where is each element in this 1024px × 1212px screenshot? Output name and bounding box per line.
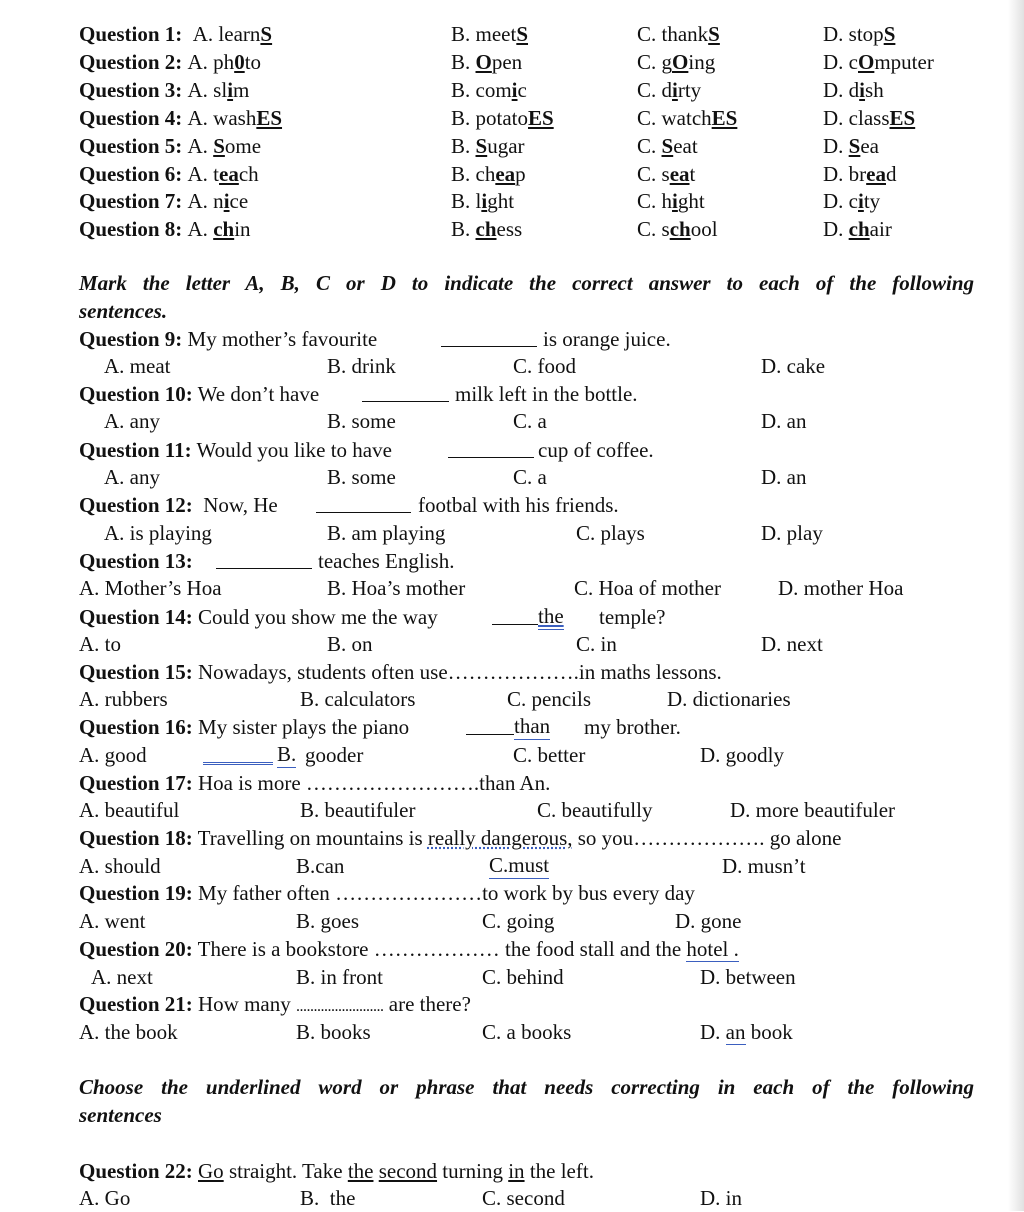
option-a: A. to <box>79 632 121 656</box>
option-d: D. an <box>761 465 807 489</box>
option-a: A. Some <box>187 133 262 158</box>
option-b-letter: B. <box>277 742 297 766</box>
pronunciation-question-8 <box>0 215 1024 243</box>
underlined-sound: i <box>227 77 234 102</box>
option-d: D. chair <box>823 217 892 242</box>
option-b: B. comic <box>451 77 527 102</box>
question-11: Question 11: Would you like to have cup of coffee. <box>79 438 654 462</box>
option-a: A. chin <box>187 217 251 242</box>
option-c: C.must <box>489 853 550 877</box>
underlined-sound: S <box>475 133 488 158</box>
option-d: D. cake <box>761 354 826 378</box>
question-10: Question 10: We don’t have milk left in the bottle. <box>79 382 638 406</box>
option-b: B. Hoa’s mother <box>327 576 466 600</box>
blue-underlined-word: the <box>538 604 564 628</box>
question-label: Question 8: <box>79 217 183 242</box>
underlined-sound: i <box>223 189 230 214</box>
option-a: A. meat <box>104 354 171 378</box>
option-a: A. Mother’s Hoa <box>79 576 222 600</box>
underlined-sound: i <box>481 189 488 214</box>
option-a: A. any <box>104 409 160 433</box>
option-b: B. Sugar <box>451 133 525 158</box>
question-label: Question 1: <box>79 22 183 46</box>
answer-blank <box>216 552 312 569</box>
hotel-word: hotel . <box>686 937 739 961</box>
option-c: C. Hoa of mother <box>574 576 721 600</box>
section-heading-mark-letter: Mark the letter A, B, C or D to indicate the correct answer to each of the following <box>79 271 974 295</box>
question-15-options <box>0 685 1024 713</box>
section-heading-mark-letter-cont: sentences. <box>79 299 168 323</box>
option-d: D. dictionaries <box>667 687 791 711</box>
option-d-article: an <box>725 1020 746 1044</box>
question-19: Question 19: My father often …………………to work by bus every day <box>79 881 695 905</box>
underlined-sound: ea <box>866 161 886 186</box>
option-b: B. Open <box>451 49 523 74</box>
option-a: A. is playing <box>104 521 212 545</box>
question-14-options <box>0 630 1024 658</box>
question-19-options <box>0 907 1024 935</box>
option-c: C. a books <box>482 1020 572 1044</box>
option-d: D. city <box>823 189 881 214</box>
answer-blank <box>466 718 514 735</box>
option-c: C. plays <box>576 521 645 545</box>
option-c: C. behind <box>482 965 564 989</box>
underlined-sound: S <box>708 22 720 46</box>
underlined-sound: i <box>672 189 678 214</box>
question-9 <box>0 325 1024 353</box>
answer-blank <box>441 330 537 347</box>
question-text: My mother’s favourite <box>187 327 378 351</box>
blue-double-line <box>203 741 273 765</box>
pronunciation-question-2 <box>0 48 1024 76</box>
option-c: C. pencils <box>507 687 591 711</box>
question-10-options <box>0 407 1024 435</box>
option-a: A. the book <box>79 1020 178 1044</box>
option-b: B. meetS <box>451 22 529 46</box>
option-b: B.can <box>296 854 345 878</box>
option-c: C. beautifully <box>537 798 653 822</box>
underlined-sound: S <box>848 133 861 158</box>
option-b: B. light <box>451 189 515 214</box>
option-b: B. calculators <box>300 687 416 711</box>
underlined-sound: i <box>672 77 678 102</box>
option-a: A. next <box>91 965 153 989</box>
underlined-sound: ch <box>475 217 497 242</box>
option-a: A. teach <box>187 161 259 186</box>
question-label: Question 9: <box>79 327 183 351</box>
option-b: B. books <box>296 1020 371 1044</box>
answer-blank <box>362 385 449 402</box>
underlined-sound: i <box>859 77 866 102</box>
underlined-sound: ES <box>528 105 554 130</box>
section-heading-correction: Choose the underlined word or phrase that needs correcting in each of the following <box>79 1075 974 1099</box>
underlined-sound: ea <box>669 161 690 186</box>
question-label: Question 6: <box>79 161 183 186</box>
option-c: C. second <box>482 1186 565 1210</box>
option-d: D. in <box>700 1186 742 1210</box>
pronunciation-question-4 <box>0 104 1024 132</box>
grammar-squiggle-text: really dangerous, <box>427 826 573 850</box>
option-d: D. more beautifuler <box>730 798 896 822</box>
pronunciation-question-7 <box>0 187 1024 215</box>
option-a: A. rubbers <box>79 687 168 711</box>
option-b: B. chess <box>451 217 523 242</box>
underlined-sound: i <box>511 77 518 102</box>
option-a: A. any <box>104 465 160 489</box>
option-b: B. cheap <box>451 161 526 186</box>
answer-blank <box>448 441 534 458</box>
option-d: D. dish <box>823 77 884 102</box>
option-b: B. on <box>327 632 373 656</box>
question-label: Question 7: <box>79 189 183 214</box>
question-12-options <box>0 519 1024 547</box>
underlined-sound: O <box>858 49 875 74</box>
underlined-sound: i <box>858 189 864 214</box>
option-d: D. cOmputer <box>823 49 934 74</box>
question-11-options <box>0 463 1024 491</box>
question-text: is orange juice. <box>543 327 671 351</box>
option-d: D. Sea <box>823 133 880 158</box>
question-22: Question 22: Go straight. Take the second turning in the left. <box>79 1159 594 1183</box>
option-a: A. beautiful <box>79 798 180 822</box>
option-b: B. the <box>300 1186 356 1210</box>
pronunciation-question-6 <box>0 160 1024 188</box>
option-a: A. good <box>79 743 147 767</box>
underlined-sound: ES <box>256 105 283 130</box>
underlined-sound: S <box>516 22 529 46</box>
option-d: D. next <box>761 632 823 656</box>
section-heading-correction-cont: sentences <box>79 1103 162 1127</box>
underlined-sound: O <box>475 49 492 74</box>
option-b: B. in front <box>296 965 383 989</box>
underlined-sound: ES <box>711 105 738 130</box>
option-c: C. food <box>513 354 576 378</box>
underlined-sound: S <box>260 22 273 46</box>
question-13: Question 13: teaches English. <box>79 549 455 573</box>
underlined-sound: ch <box>669 217 691 242</box>
option-d: D. between <box>700 965 796 989</box>
question-14: Question 14: Could you show me the way the temple? <box>79 604 666 629</box>
option-c: C. seat <box>637 161 696 186</box>
underlined-sound: ea <box>495 161 516 186</box>
question-15: Question 15: Nowadays, students often use……………….in maths lessons. <box>79 660 722 684</box>
question-label: Question 3: <box>79 77 183 102</box>
option-c: C. dirty <box>637 77 702 102</box>
underlined-sound: ea <box>219 161 239 186</box>
option-a: A. ph0to <box>187 49 262 74</box>
option-a: A. went <box>79 909 146 933</box>
option-d: D. play <box>761 521 823 545</box>
answer-blank <box>492 608 538 625</box>
option-d: D. mother Hoa <box>778 576 904 600</box>
underlined-sound: ch <box>213 217 235 242</box>
question-label: Question 5: <box>79 133 183 158</box>
option-c: C. gOing <box>637 49 716 74</box>
question-12: Question 12: Now, He footbal with his friends. <box>79 493 619 517</box>
option-c: C. a <box>513 409 547 433</box>
question-20-options <box>0 963 1024 991</box>
question-20: Question 20: There is a bookstore ……………… the food stall and the hotel . <box>79 937 739 961</box>
pronunciation-question-5 <box>0 132 1024 160</box>
question-17: Question 17: Hoa is more …………………….than An. <box>79 771 551 795</box>
pronunciation-question-3 <box>0 76 1024 104</box>
pronunciation-question-1 <box>0 20 1024 48</box>
option-a: A. slim <box>187 77 250 102</box>
option-b: B. some <box>327 409 396 433</box>
question-16: Question 16: My sister plays the piano than my brother. <box>79 714 681 739</box>
option-d: D. musn’t <box>722 854 806 878</box>
underlined-sound: S <box>661 133 674 158</box>
option-a: A. nice <box>187 189 249 214</box>
question-18: Question 18: Travelling on mountains is really dangerous, so you………………. go alone <box>79 826 842 850</box>
option-c: C. watchES <box>637 105 738 130</box>
option-a: A. washES <box>187 105 283 130</box>
question-21-options <box>0 1018 1024 1046</box>
option-b: B. drink <box>327 354 396 378</box>
option-c: C. thankS <box>637 22 720 46</box>
option-c: C. Seat <box>637 133 698 158</box>
option-a: A. should <box>79 854 161 878</box>
underlined-sound: ES <box>889 105 916 130</box>
question-13-options <box>0 574 1024 602</box>
underlined-sound: S <box>883 22 896 46</box>
question-22-options <box>0 1184 1024 1212</box>
option-b: B. beautifuler <box>300 798 416 822</box>
option-a: A. learnS <box>192 22 273 46</box>
answer-blank <box>316 496 411 513</box>
option-d-noun: book <box>750 1020 793 1044</box>
option-c: C. better <box>513 743 586 767</box>
option-d: D. an <box>761 409 807 433</box>
option-c: C. going <box>482 909 555 933</box>
option-b: B. am playing <box>327 521 446 545</box>
question-16-options <box>0 741 1024 769</box>
blue-underlined-word: than <box>514 714 551 738</box>
option-b: gooder <box>305 743 364 767</box>
option-c: C. in <box>576 632 617 656</box>
underlined-sound: O <box>672 49 689 74</box>
question-21: Question 21: How many ......................... are there? <box>79 992 471 1016</box>
option-b: B. potatoES <box>451 105 554 130</box>
option-d: D. stopS <box>823 22 896 46</box>
option-b: B. goes <box>296 909 359 933</box>
question-9-options <box>0 352 1024 380</box>
question-label: Question 2: <box>79 49 183 74</box>
question-label: Question 4: <box>79 105 183 130</box>
option-c: C. a <box>513 465 547 489</box>
option-c: C. hight <box>637 189 705 214</box>
underlined-sound: ch <box>848 217 870 242</box>
option-b: B. some <box>327 465 396 489</box>
underlined-sound: S <box>213 133 225 158</box>
option-d: D. goodly <box>700 743 784 767</box>
option-c: C. school <box>637 217 718 242</box>
question-17-options <box>0 796 1024 824</box>
option-a: A. Go <box>79 1186 131 1210</box>
option-d: D. <box>700 1020 721 1044</box>
underlined-sound: 0 <box>234 49 245 74</box>
option-d: D. classES <box>823 105 916 130</box>
option-d: D. gone <box>675 909 742 933</box>
option-d: D. bread <box>823 161 897 186</box>
question-18-options <box>0 852 1024 880</box>
